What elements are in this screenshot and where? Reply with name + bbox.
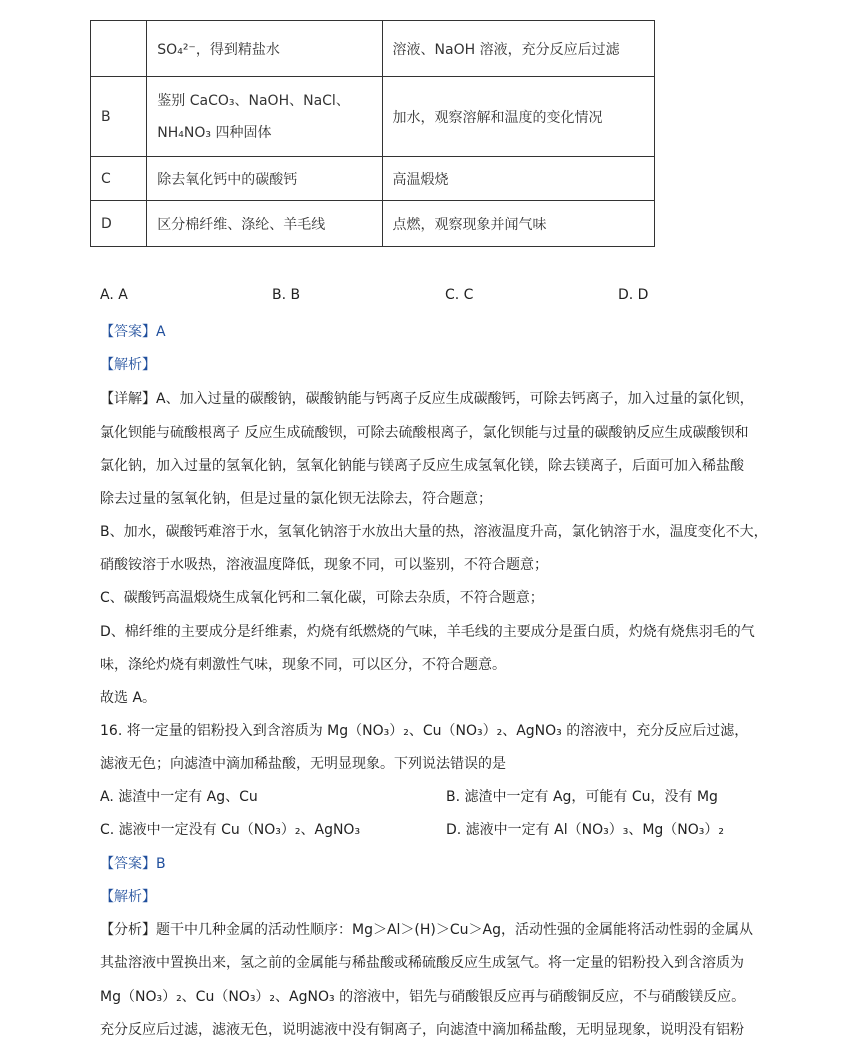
q15-conclusion: 故选 A。 [100, 690, 157, 706]
option-b: B. B [272, 287, 301, 303]
q15-answer: 【答案】A [100, 324, 166, 340]
experiment-table [90, 20, 655, 247]
q15-detail-line: D、棉纤维的主要成分是纤维素，灼烧有纸燃烧的气味，羊毛线的主要成分是蛋白质，灼烧有烧焦羽毛的气 [100, 624, 755, 640]
row-purpose: 区分棉纤维、涤纶、羊毛线 [147, 201, 382, 247]
row-method: 点燃，观察现象并闻气味 [382, 201, 654, 247]
table-row [91, 201, 655, 247]
q16-analysis-label: 【解析】 [100, 889, 156, 905]
q15-detail-line: C、碳酸钙高温煅烧生成氧化钙和二氧化碳，可除去杂质，不符合题意； [100, 590, 544, 606]
row-purpose [147, 77, 382, 157]
row-purpose-line: 鉴别 CaCO₃、NaOH、NaCl、 [157, 92, 350, 109]
q15-detail-line: B、加水，碳酸钙难溶于水，氢氧化钠溶于水放出大量的热，溶液温度升高，氯化钠溶于水，温度变化不大， [100, 524, 768, 540]
row-purpose: SO₄²⁻，得到精盐水 [147, 21, 382, 77]
table-row [91, 77, 655, 157]
q16-analysis-line: 其盐溶液中置换出来，氢之前的金属能与稀盐酸或稀硫酸反应生成氢气。将一定量的铝粉投入到含溶质为 [100, 955, 744, 971]
option-d: D. 滤液中一定有 Al（NO₃）₃、Mg（NO₃）₂ [446, 822, 724, 838]
option-d: D. D [618, 287, 649, 303]
table-row [91, 21, 655, 77]
option-c: C. 滤液中一定没有 Cu（NO₃）₂、AgNO₃ [100, 822, 361, 838]
q16-answer: 【答案】B [100, 856, 166, 872]
q16-stem-line: 16. 将一定量的铝粉投入到含溶质为 Mg（NO₃）₂、Cu（NO₃）₂、AgNO₃ 的溶液中，充分反应后过滤， [100, 723, 749, 739]
q15-detail-line: 硝酸铵溶于水吸热，溶液温度降低，现象不同，可以鉴别，不符合题意； [100, 557, 548, 573]
row-label: C [91, 157, 147, 201]
q15-detail-line: 【详解】A、加入过量的碳酸钠，碳酸钠能与钙离子反应生成碳酸钙，可除去钙离子，加入过量的氯化钡， [100, 391, 754, 407]
option-a: A. A [100, 287, 128, 303]
row-method: 加水，观察溶解和温度的变化情况 [382, 77, 654, 157]
q15-detail-line: 氯化钡能与硫酸根离子 反应生成硫酸钡，可除去硫酸根离子，氯化钡能与过量的碳酸钠反应生成碳酸钡和 [100, 425, 749, 441]
q16-stem-line: 滤液无色；向滤渣中滴加稀盐酸，无明显现象。下列说法错误的是 [100, 756, 506, 772]
row-purpose: 除去氧化钙中的碳酸钙 [147, 157, 382, 201]
row-method: 高温煅烧 [382, 157, 654, 201]
q15-detail-line: 氯化钠，加入过量的氢氧化钠，氢氧化钠能与镁离子反应生成氢氧化镁，除去镁离子，后面可加入稀盐酸 [100, 458, 744, 474]
row-label: B [91, 77, 147, 157]
option-a: A. 滤渣中一定有 Ag、Cu [100, 789, 258, 805]
row-label [91, 21, 147, 77]
option-b: B. 滤渣中一定有 Ag，可能有 Cu，没有 Mg [446, 789, 718, 805]
q16-analysis-line: Mg（NO₃）₂、Cu（NO₃）₂、AgNO₃ 的溶液中，铝先与硝酸银反应再与硝酸铜反应，不与硝酸镁反应。 [100, 989, 746, 1005]
q15-detail-line: 除去过量的氢氧化钠，但是过量的氯化钡无法除去，符合题意； [100, 491, 492, 507]
row-purpose-line: NH₄NO₃ 四种固体 [157, 124, 272, 141]
option-c: C. C [445, 287, 474, 303]
q15-analysis-label: 【解析】 [100, 357, 156, 373]
q16-analysis-line: 充分反应后过滤，滤液无色，说明滤液中没有铜离子，向滤渣中滴加稀盐酸，无明显现象，说明没有铝粉 [100, 1022, 744, 1038]
row-method: 溶液、NaOH 溶液，充分反应后过滤 [382, 21, 654, 77]
row-label: D [91, 201, 147, 247]
q16-analysis-line: 【分析】题干中几种金属的活动性顺序：Mg＞Al＞(H)＞Cu＞Ag，活动性强的金属能将活动性弱的金属从 [100, 922, 753, 938]
table-row [91, 157, 655, 201]
q15-detail-line: 味，涤纶灼烧有刺激性气味，现象不同，可以区分，不符合题意。 [100, 657, 506, 673]
